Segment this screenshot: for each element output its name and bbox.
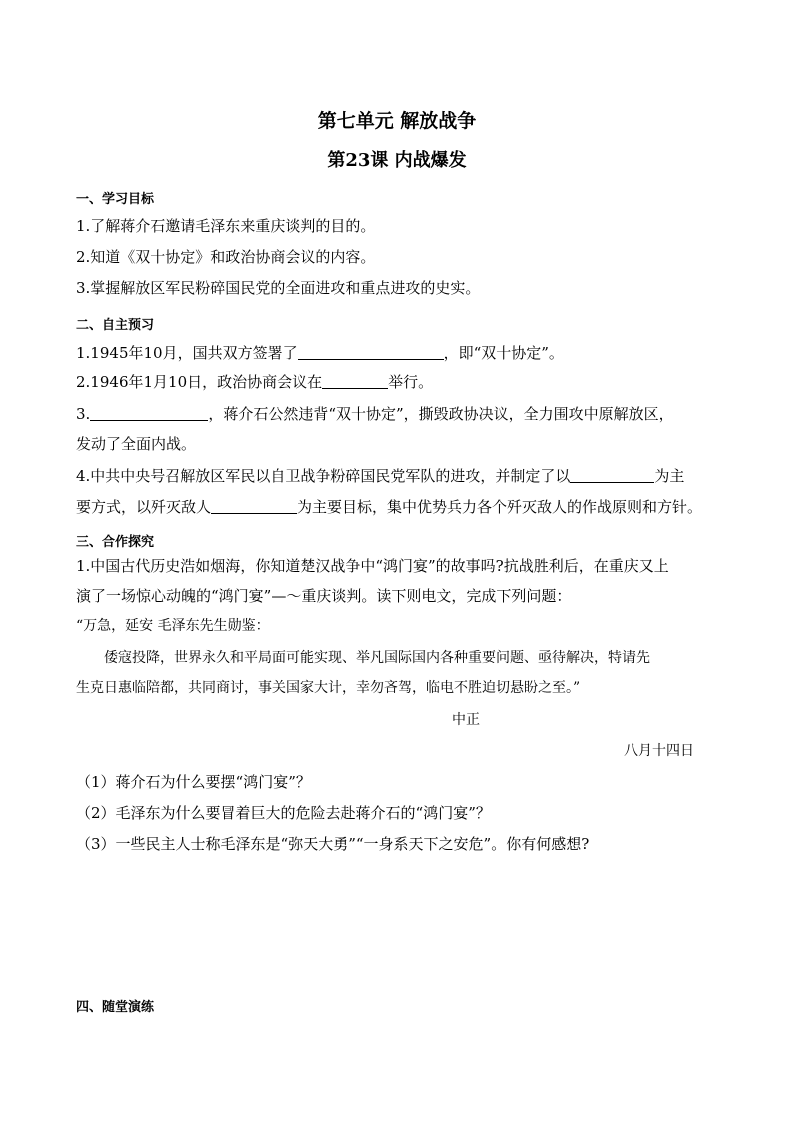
- preview-text: 为主要目标，集中优势兵力各个歼灭敌人的作战原则和方针。: [297, 498, 703, 516]
- question-1: （1）蒋介石为什么要摆“鸿门宴”？: [76, 773, 311, 791]
- preview-text: 要方式，以歼灭敌人: [76, 498, 212, 516]
- preview-item-3: [76, 404, 674, 424]
- unit-title: 第七单元 解放战争: [317, 110, 477, 132]
- telegram-date: 八月十四日: [624, 743, 694, 759]
- goal-item: 3.掌握解放区军民粉碎国民党的全面进攻和重点进攻的史实。: [76, 279, 481, 297]
- explore-intro: 1.中国古代历史浩如烟海，你知道楚汉战争中“鸿门宴”的故事吗?抗战胜利后，在重庆又上: [76, 557, 669, 575]
- fill-blank[interactable]: [211, 497, 297, 514]
- telegram-greeting: “万急，延安 毛泽东先生勋鉴：: [76, 618, 270, 634]
- section-heading-practice: 四、随堂演练: [76, 1000, 155, 1015]
- preview-item-4: [76, 466, 684, 486]
- telegram-body-cont: 生克日惠临陪都，共同商讨，事关国家大计，幸勿吝驾，临电不胜迫切悬盼之至。”: [76, 680, 581, 696]
- fill-blank[interactable]: [570, 466, 654, 483]
- goal-item: 2.知道《双十协定》和政治协商会议的内容。: [76, 248, 376, 266]
- goal-item: 1.了解蒋介石邀请毛泽东来重庆谈判的目的。: [76, 217, 376, 235]
- preview-text: 举行。: [388, 373, 434, 391]
- preview-text: 1.1945年10月，国共双方签署了: [76, 344, 298, 362]
- preview-item-2: [76, 372, 433, 392]
- preview-text: 3.: [76, 405, 91, 423]
- question-3: （3）一些民主人士称毛泽东是“弥天大勇”“一身系天下之安危”。你有何感想?: [76, 835, 590, 853]
- preview-text: ，蒋介石公然违背“双十协定”，撕毁政协决议，全力围攻中原解放区，: [208, 405, 674, 423]
- section-heading-goals: 一、学习目标: [76, 192, 155, 207]
- section-heading-explore: 三、合作探究: [76, 535, 155, 550]
- preview-item-3-cont: 发动了全面内战。: [76, 435, 197, 453]
- fill-blank[interactable]: [90, 404, 208, 421]
- preview-text: ，即“双十协定”。: [443, 344, 564, 362]
- preview-text: 为主: [654, 467, 685, 485]
- section-heading-preview: 二、自主预习: [76, 318, 155, 333]
- preview-text: 4.中共中央号召解放区军民以自卫战争粉碎国民党军队的进攻，并制定了以: [76, 467, 571, 485]
- lesson-title: 第23课 内战爆发: [327, 150, 467, 171]
- explore-intro-cont: 演了一场惊心动魄的“鸿门宴”—～重庆谈判。读下则电文，完成下列问题：: [76, 587, 572, 605]
- fill-blank[interactable]: [322, 372, 388, 389]
- telegram-signature: 中正: [452, 712, 480, 728]
- telegram-body: 倭寇投降，世界永久和平局面可能实现、举凡国际国内各种重要问题、亟待解决，特请先: [104, 650, 650, 666]
- preview-text: 2.1946年1月10日，政治协商会议在: [76, 373, 323, 391]
- preview-item-1: [76, 343, 564, 363]
- preview-item-4-cont: [76, 497, 702, 517]
- fill-blank[interactable]: [298, 343, 444, 360]
- question-2: （2）毛泽东为什么要冒着巨大的危险去赴蒋介石的“鸿门宴”？: [76, 804, 491, 822]
